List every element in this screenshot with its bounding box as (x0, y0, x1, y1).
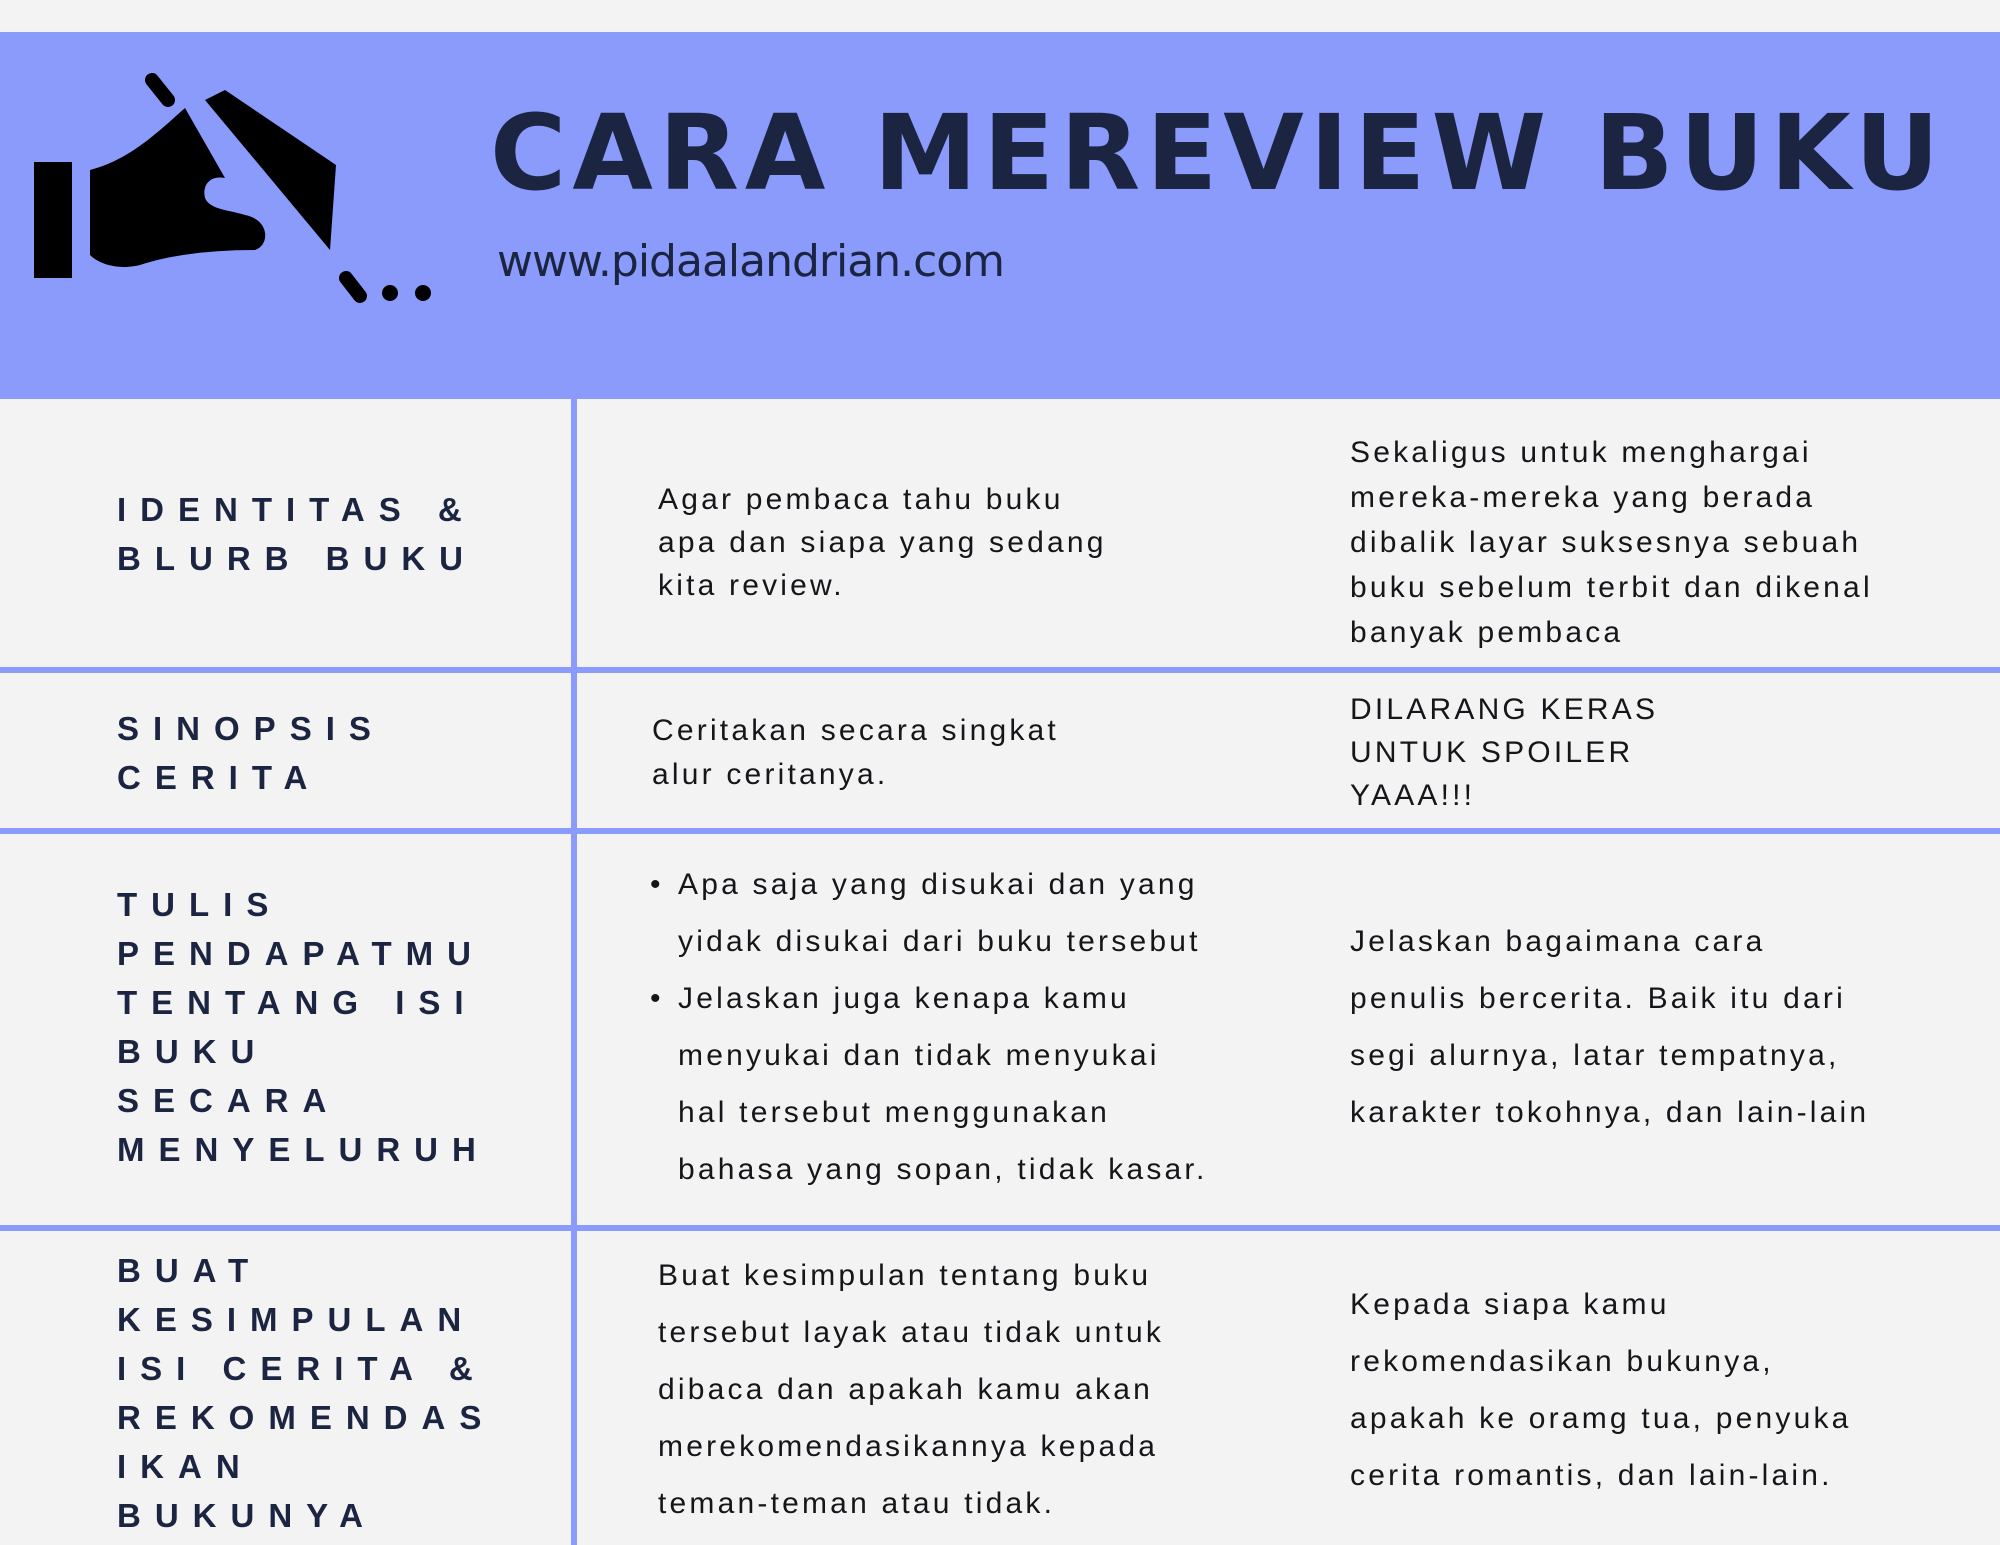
text-line: tersebut layak atau tidak untuk (658, 1316, 1165, 1349)
text-line: merekomendasikannya kepada (658, 1430, 1159, 1463)
text-line: UNTUK SPOILER (1350, 736, 1634, 769)
text-line: Ceritakan secara singkat (652, 714, 1059, 747)
row1-col2 (658, 478, 1107, 607)
row-divider (0, 1225, 2000, 1231)
website-url: www.pidaalandrian.com (497, 236, 1005, 287)
label-line: MENYELURUH (117, 1131, 490, 1168)
text-line: bahasa yang sopan, tidak kasar. (678, 1153, 1208, 1186)
text-line: segi alurnya, latar tempatnya, (1350, 1039, 1840, 1072)
text-line: penulis bercerita. Baik itu dari (1350, 982, 1846, 1015)
row3-col2-bullets (650, 856, 1208, 1198)
label-line: CERITA (117, 759, 322, 796)
row-label-sinopsis (117, 704, 385, 802)
text-line: alur ceritanya. (652, 758, 889, 791)
text-line: Agar pembaca tahu buku (658, 483, 1064, 516)
text-line: yidak disukai dari buku tersebut (678, 925, 1201, 958)
label-line: BLURB BUKU (117, 540, 477, 577)
row4-col3 (1350, 1276, 1852, 1504)
text-line: Kepada siapa kamu (1350, 1288, 1670, 1321)
label-line: PENDAPATMU (117, 935, 485, 972)
row1-col3 (1350, 430, 1873, 655)
row-label-pendapat (117, 880, 490, 1174)
text-line: dibaca dan apakah kamu akan (658, 1373, 1154, 1406)
label-line: IDENTITAS & (117, 491, 476, 528)
text-line: Buat kesimpulan tentang buku (658, 1259, 1152, 1292)
text-line: banyak pembaca (1350, 616, 1624, 649)
label-line: TULIS (117, 886, 283, 923)
row2-col2 (652, 709, 1059, 797)
text-line: teman-teman atau tidak. (658, 1487, 1056, 1520)
label-line: SECARA (117, 1082, 341, 1119)
row-divider (0, 667, 2000, 673)
text-line: menyukai dan tidak menyukai (678, 1039, 1160, 1072)
text-line: DILARANG KERAS (1350, 693, 1659, 726)
row-label-kesimpulan (117, 1246, 495, 1540)
bullet-item: • Apa saja yang disukai dan yang (650, 856, 1208, 913)
row3-col3 (1350, 913, 1869, 1141)
label-line: IKAN (117, 1448, 254, 1485)
hand-writing-icon (30, 70, 440, 320)
text-line: mereka-mereka yang berada (1350, 481, 1816, 514)
label-line: REKOMENDAS (117, 1399, 496, 1436)
text-line: apa dan siapa yang sedang (658, 526, 1107, 559)
text-line: buku sebelum terbit dan dikenal (1350, 571, 1873, 604)
bullet-item: • Jelaskan juga kenapa kamu (650, 970, 1208, 1027)
page-title: CARA MEREVIEW BUKU (490, 92, 1946, 214)
label-line: TENTANG ISI (117, 984, 478, 1021)
label-line: BUKUNYA (117, 1497, 377, 1534)
column-divider (571, 399, 577, 1545)
row4-col2 (658, 1247, 1164, 1532)
text-line: YAAA!!! (1350, 779, 1476, 812)
text-line: rekomendasikan bukunya, (1350, 1345, 1774, 1378)
text-line: Sekaligus untuk menghargai (1350, 436, 1812, 469)
text-line: hal tersebut menggunakan (678, 1096, 1111, 1129)
label-line: BUKU (117, 1033, 269, 1070)
text-line: cerita romantis, dan lain-lain. (1350, 1459, 1833, 1492)
label-line: SINOPSIS (117, 710, 385, 747)
row2-col3 (1350, 688, 1658, 817)
text-line: karakter tokohnya, dan lain-lain (1350, 1096, 1870, 1129)
row-label-identitas (117, 485, 477, 583)
label-line: KESIMPULAN (117, 1301, 476, 1338)
text-line: Jelaskan bagaimana cara (1350, 925, 1766, 958)
label-line: BUAT (117, 1252, 263, 1289)
text-line: dibalik layar suksesnya sebuah (1350, 526, 1862, 559)
text-line: apakah ke oramg tua, penyuka (1350, 1402, 1852, 1435)
label-line: ISI CERITA & (117, 1350, 487, 1387)
text-line: kita review. (658, 569, 845, 602)
row-divider (0, 828, 2000, 834)
